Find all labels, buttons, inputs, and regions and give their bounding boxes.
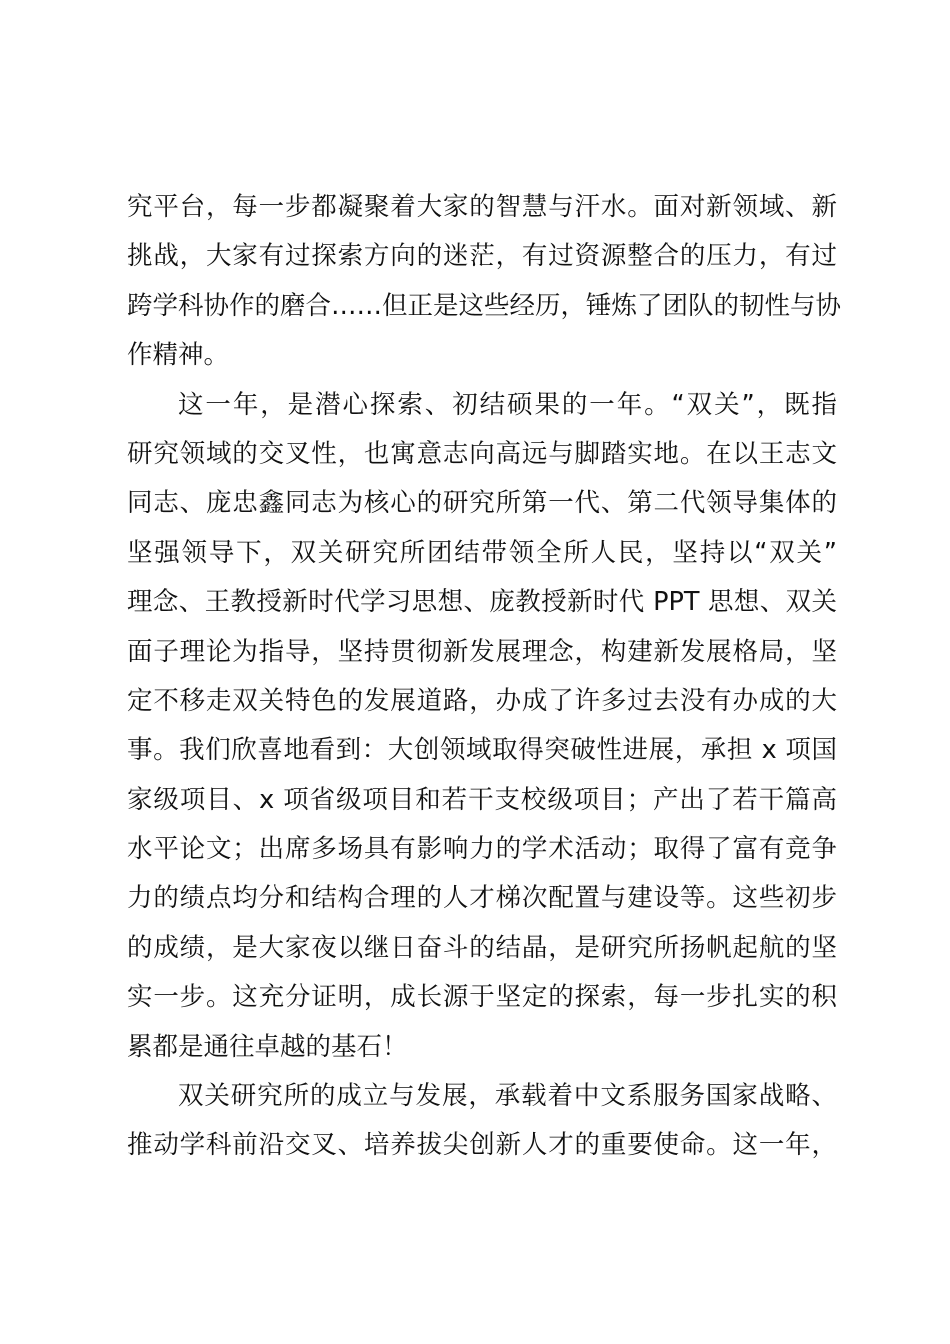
text-line: 推动学科前沿交叉、培养拔尖创新人才的重要使命。这一年， <box>127 1130 837 1161</box>
text-line: 累都是通往卓越的基石！ <box>127 1031 408 1062</box>
text-line: 跨学科协作的磨合……但正是这些经历，锤炼了团队的韧性与协 <box>127 290 842 321</box>
text-line: 理念、王教授新时代学习思想、庞教授新时代 PPT 思想、双关 <box>127 587 837 618</box>
text-line: 实一步。这充分证明，成长源于坚定的探索，每一步扎实的积 <box>127 982 837 1013</box>
text-line: 家级项目、x 项省级项目和若干支校级项目；产出了若干篇高 <box>127 784 837 815</box>
text-line: 同志、庞忠鑫同志为核心的研究所第一代、第二代领导集体的 <box>127 488 837 519</box>
text-line: 研究领域的交叉性，也寓意志向高远与脚踏实地。在以王志文 <box>127 438 837 469</box>
paragraph-mission <box>127 1072 837 1171</box>
text-line: 水平论文；出席多场具有影响力的学术活动；取得了富有竞争 <box>127 834 837 865</box>
text-line: 事。我们欣喜地看到：大创领域取得突破性进展，承担 x 项国 <box>127 735 837 766</box>
text-line: 挑战，大家有过探索方向的迷茫，有过资源整合的压力，有过 <box>127 241 837 272</box>
text-line: 坚强领导下，双关研究所团结带领全所人民，坚持以“双关” <box>127 537 837 568</box>
paragraph-continued <box>127 183 842 381</box>
body-text <box>127 183 842 1171</box>
text-line: 究平台，每一步都凝聚着大家的智慧与汗水。面对新领域、新 <box>127 192 837 222</box>
text-line: 力的绩点均分和结构合理的人才梯次配置与建设等。这些初步 <box>127 883 837 914</box>
text-line: 双关研究所的成立与发展，承载着中文系服务国家战略、 <box>178 1081 837 1112</box>
text-line: 面子理论为指导，坚持贯彻新发展理念，构建新发展格局，坚 <box>127 636 837 667</box>
text-line: 定不移走双关特色的发展道路，办成了许多过去没有办成的大 <box>127 685 837 716</box>
text-line: 这一年，是潜心探索、初结硕果的一年。“双关”，既指 <box>178 389 837 420</box>
paragraph-achievements <box>127 381 837 1072</box>
text-line: 作精神。 <box>127 340 230 371</box>
text-line: 的成绩，是大家夜以继日奋斗的结晶，是研究所扬帆起航的坚 <box>127 932 837 963</box>
